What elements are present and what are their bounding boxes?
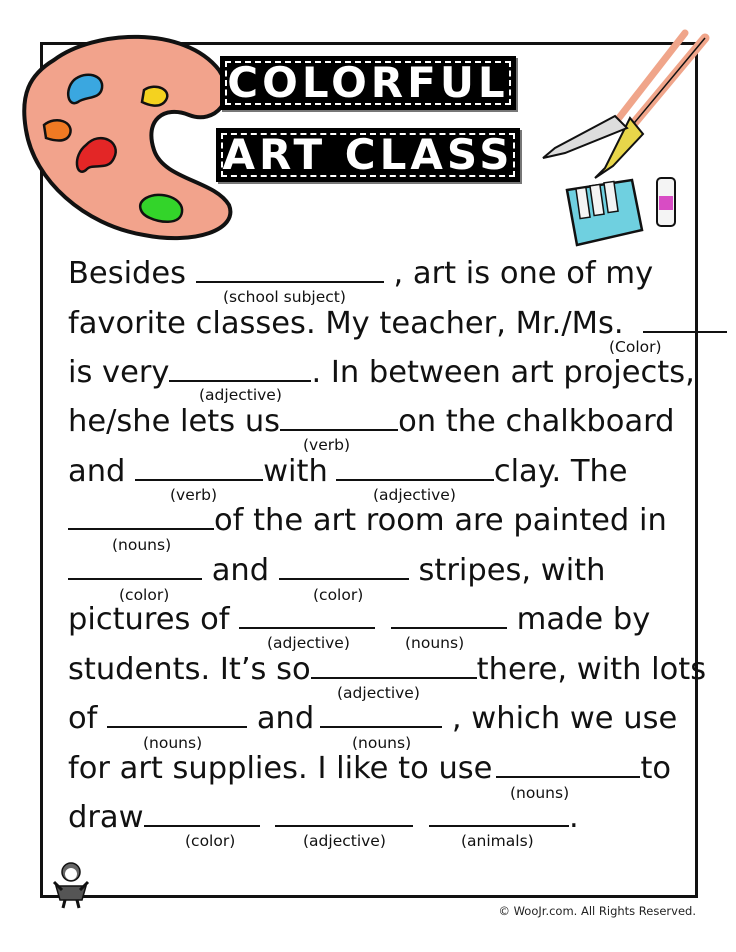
hint-label: (nouns) — [405, 634, 465, 652]
story-text: for art supplies. I like to use — [68, 751, 493, 786]
story-text: students. It’s so — [68, 652, 311, 687]
copyright-footer: © WooJr.com. All Rights Reserved. — [498, 904, 696, 918]
story-text: made by — [516, 602, 651, 637]
story-text: with — [263, 454, 328, 489]
blank-school-subject[interactable] — [196, 257, 384, 283]
story-text: and — [256, 701, 315, 736]
paint-tubes-icon — [562, 170, 682, 260]
hint-label: (nouns) — [352, 734, 412, 752]
blank-nouns[interactable] — [391, 603, 507, 629]
story-text: of — [68, 701, 98, 736]
story-text: Besides — [68, 256, 187, 291]
story-line-7 — [68, 553, 605, 589]
story-line-6 — [68, 503, 667, 539]
story-text: he/she lets us — [68, 404, 281, 439]
hint-label: (verb) — [303, 436, 351, 454]
hint-label: (color) — [313, 586, 364, 604]
hint-label: (nouns) — [143, 734, 203, 752]
blank-adjective[interactable] — [275, 801, 413, 827]
story-text: there, with lots — [476, 652, 707, 687]
title-colorful: COLORFUL — [220, 56, 515, 110]
story-line-8 — [68, 602, 650, 638]
hint-label: (verb) — [170, 486, 218, 504]
hint-label: (school subject) — [223, 288, 346, 306]
story-line-4 — [68, 404, 675, 440]
blank-nouns[interactable] — [320, 702, 442, 728]
hint-label: (nouns) — [112, 536, 172, 554]
story-line-10 — [68, 701, 677, 737]
hint-label: (color) — [119, 586, 170, 604]
kid-mascot-icon — [48, 860, 94, 910]
blank-color[interactable] — [279, 554, 409, 580]
blank-adjective[interactable] — [239, 603, 375, 629]
blank-color[interactable] — [68, 554, 202, 580]
story-text: and — [68, 454, 126, 489]
story-text: stripes, with — [418, 553, 606, 588]
blank-verb[interactable] — [280, 405, 398, 431]
story-line-9 — [68, 652, 706, 688]
blank-adjective[interactable] — [336, 455, 494, 481]
hint-label: (adjective) — [199, 386, 282, 404]
story-text: and — [211, 553, 270, 588]
hint-label: (adjective) — [303, 832, 386, 850]
story-text: , which we use — [451, 701, 678, 736]
story-text: clay. The — [493, 454, 628, 489]
hint-label: (nouns) — [510, 784, 570, 802]
blank-animals[interactable] — [429, 801, 569, 827]
hint-label: (Color) — [609, 338, 662, 356]
hint-label: (adjective) — [337, 684, 420, 702]
hint-label: (animals) — [461, 832, 534, 850]
blank-nouns[interactable] — [107, 702, 247, 728]
story-text: , art is one of my — [393, 256, 654, 291]
blank-nouns[interactable] — [68, 504, 214, 530]
story-text: . In between art projects, — [311, 355, 695, 390]
blank-adjective[interactable] — [311, 653, 477, 679]
story-line-1 — [68, 256, 653, 292]
story-text: of the art room are painted in — [214, 503, 667, 538]
story-text: is very — [68, 355, 170, 390]
story-text: pictures of — [68, 602, 230, 637]
story-line-3 — [68, 355, 695, 391]
story-line-11 — [68, 751, 671, 787]
story-line-12 — [68, 800, 579, 836]
story-line-5 — [68, 454, 628, 490]
story-text: . — [568, 800, 579, 835]
blank-verb[interactable] — [135, 455, 263, 481]
title-art-class: ART CLASS — [216, 128, 521, 182]
story-text: favorite classes. My teacher, Mr./Ms. — [68, 306, 624, 341]
story-text: to — [640, 751, 672, 786]
blank-adjective[interactable] — [169, 356, 311, 382]
blank-color[interactable] — [643, 307, 727, 333]
story-text: on the chalkboard — [398, 404, 675, 439]
story-line-2 — [68, 306, 727, 342]
blank-color[interactable] — [144, 801, 260, 827]
hint-label: (adjective) — [267, 634, 350, 652]
title-line-1 — [0, 56, 736, 110]
title-line-2 — [0, 128, 736, 182]
blank-nouns[interactable] — [496, 752, 640, 778]
hint-label: (color) — [185, 832, 236, 850]
story-text: draw — [68, 800, 144, 835]
hint-label: (adjective) — [373, 486, 456, 504]
